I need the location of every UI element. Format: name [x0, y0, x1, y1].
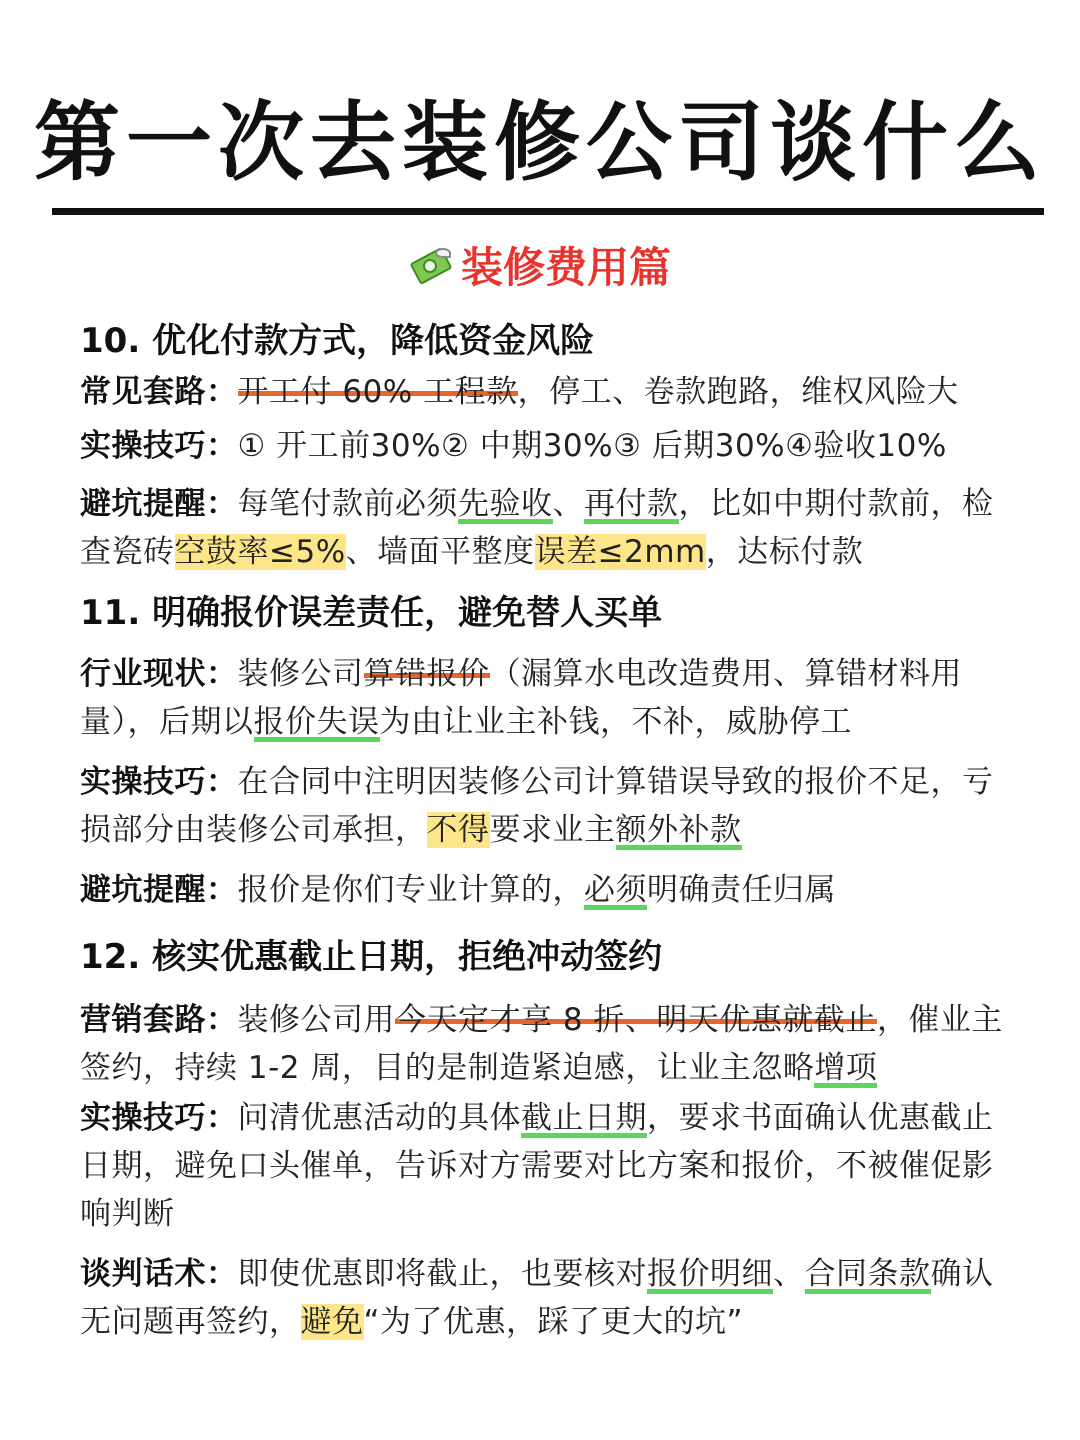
subtitle-text: 装修费用篇	[460, 243, 671, 292]
section-11-reminder: 避坑提醒：报价是你们专业计算的，必须明确责任归属	[80, 872, 836, 908]
underlined-text: 报价失误	[253, 704, 380, 740]
strikethrough-text: 算错报价	[363, 656, 490, 692]
section-12-script: 谈判话术：即使优惠即将截止，也要核对报价明细、合同条款确认无问题再签约，避免“为了优惠，踩了更大的坑”	[80, 1256, 994, 1340]
underlined-text: 报价明细	[647, 1256, 773, 1292]
underlined-text: 必须	[584, 872, 647, 908]
label: 行业现状：	[80, 656, 238, 692]
highlighted-text: 误差≤2mm	[534, 534, 706, 570]
underlined-text: 额外补款	[615, 812, 742, 848]
highlighted-text: 避免	[300, 1304, 364, 1340]
section-11-status: 行业现状：装修公司算错报价（漏算水电改造费用、算错材料用量），后期以报价失误为由让业主补钱，不补，威胁停工	[80, 656, 962, 740]
subtitle	[0, 240, 1080, 296]
strikethrough-text: 今天定才享 8 折、明天优惠就截止	[395, 1002, 877, 1038]
label: 谈判话术：	[80, 1256, 238, 1292]
section-10-trap: 常见套路：开工付 60% 工程款，停工、卷款跑路，维权风险大	[80, 374, 959, 410]
underlined-text: 先验收	[458, 486, 553, 522]
label: 实操技巧：	[80, 428, 238, 464]
underlined-text: 再付款	[584, 486, 679, 522]
underlined-text: 增项	[814, 1050, 878, 1086]
underlined-text: 合同条款	[804, 1256, 931, 1292]
section-11-tips: 实操技巧：在合同中注明因装修公司计算错误导致的报价不足，亏损部分由装修公司承担，不得要求业主额外补款	[80, 764, 994, 848]
section-10-heading: 10. 优化付款方式，降低资金风险	[80, 321, 595, 361]
label: 避坑提醒：	[80, 486, 238, 522]
article-body	[80, 316, 1020, 1346]
label: 实操技巧：	[80, 764, 238, 800]
underlined-text: 截止日期	[521, 1100, 647, 1136]
title-divider	[52, 208, 1044, 215]
label: 实操技巧：	[80, 1100, 238, 1136]
page-title: 第一次去装修公司谈什么	[34, 93, 1046, 193]
strikethrough-text: 开工付 60% 工程款	[237, 374, 518, 410]
section-12-tips: 实操技巧：问清优惠活动的具体截止日期，要求书面确认优惠截止日期，避免口头催单，告诉对方需要对比方案和报价，不被催促影响判断	[80, 1100, 994, 1232]
section-12-heading: 12. 核实优惠截止日期，拒绝冲动签约	[80, 937, 663, 977]
highlighted-text: 空鼓率≤5%	[174, 534, 346, 570]
highlighted-text: 不得	[426, 812, 490, 848]
section-12-trap: 营销套路：装修公司用今天定才享 8 折、明天优惠就截止，催业主签约，持续 1-2 周，目的是制造紧迫感，让业主忽略增项	[80, 1002, 1003, 1086]
label: 营销套路：	[80, 1002, 238, 1038]
label: 避坑提醒：	[80, 872, 238, 908]
section-10-tips: 实操技巧：① 开工前30%② 中期30%③ 后期30%④验收10%	[80, 428, 947, 464]
section-10-reminder: 避坑提醒：每笔付款前必须先验收、再付款，比如中期付款前，检查瓷砖空鼓率≤5%、墙面平整度误差≤2mm，达标付款	[80, 486, 994, 570]
label: 常见套路：	[80, 374, 238, 410]
section-11-heading: 11. 明确报价误差责任，避免替人买单	[80, 593, 663, 633]
money-with-wings-icon	[409, 244, 453, 288]
